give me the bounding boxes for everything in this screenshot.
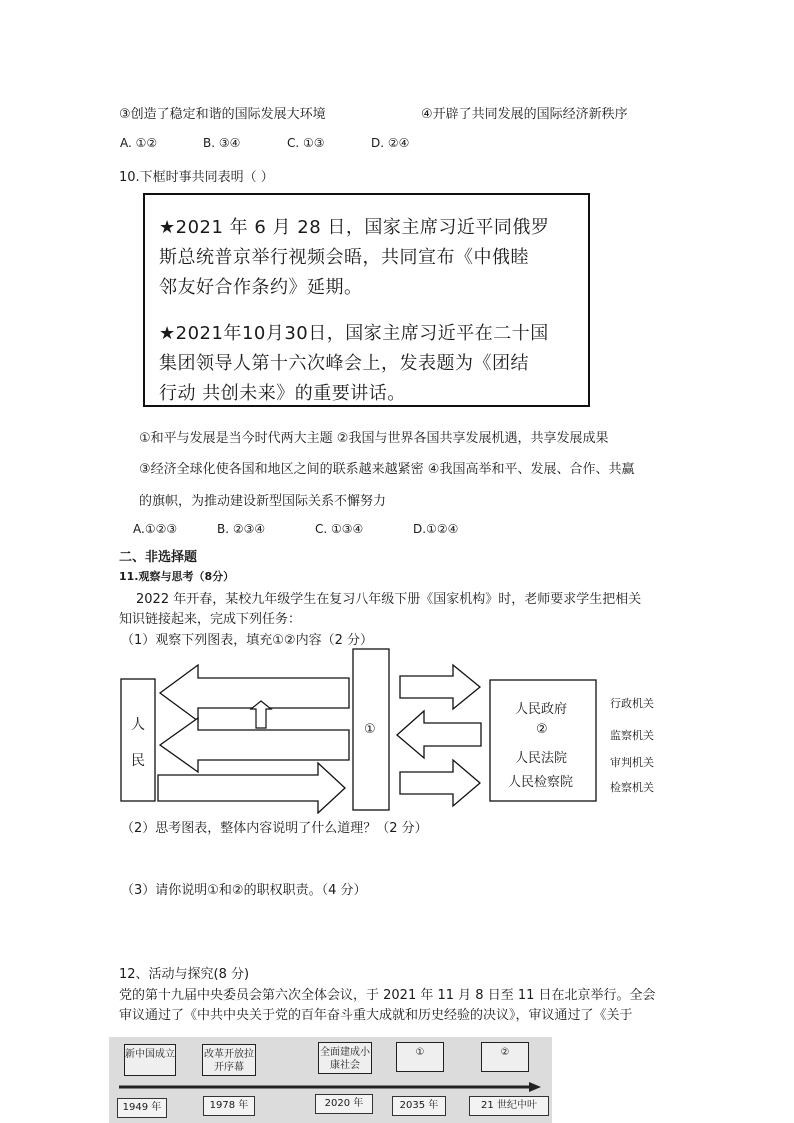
timeline-year: 1978 年 (203, 1096, 255, 1116)
timeline-year: 2020 年 (315, 1094, 373, 1114)
q10-box-line: 斯总统普京举行视频会晤，共同宣布《中俄睦 (159, 247, 529, 268)
timeline-axis (109, 1080, 552, 1094)
arrow-right-top (400, 665, 480, 709)
q11-intro-line: 2022 年开春，某校九年级学生在复习八年级下册《国家机构》时，老师要求学生把相关 (136, 592, 642, 607)
q11-task-2: （2）思考图表，整体内容说明了什么道理？（2 分） (121, 821, 428, 836)
center-label: ① (364, 722, 376, 737)
q10-choice-b: B. ②③④ (217, 522, 266, 536)
state-organs-diagram (118, 646, 678, 814)
q9-option-3: ③创造了稳定和谐的国际发展大环境 (119, 107, 326, 122)
q10-stem: 10.下框时事共同表明（ ） (119, 170, 274, 185)
q11-task-3: （3）请你说明①和②的职权职责。（4 分） (121, 883, 367, 898)
label-judicial: 审判机关 (610, 756, 654, 769)
timeline-year: 1949 年 (117, 1098, 167, 1118)
timeline-year: 2035 年 (392, 1096, 446, 1116)
timeline-event: 改革开放拉开序幕 (202, 1044, 256, 1076)
people-char-2: 民 (131, 753, 145, 769)
q11-task-1: （1）观察下列图表，填充①②内容（2 分） (121, 633, 373, 648)
q10-news-box (143, 193, 590, 407)
arrow-left-middle (160, 718, 349, 772)
q10-box-line: 集团领导人第十六次峰会上，发表题为《团结 (159, 353, 529, 374)
organ-blank-2: ② (536, 722, 548, 737)
timeline-event: ① (396, 1042, 444, 1072)
arrow-left-top (160, 665, 349, 721)
q9-choice-d: D. ②④ (371, 136, 410, 150)
history-timeline (109, 1037, 552, 1123)
timeline-year: 21 世纪中叶 (469, 1096, 549, 1116)
timeline-event: 全面建成小康社会 (318, 1042, 372, 1074)
label-administrative: 行政机关 (610, 697, 654, 710)
timeline-event: 新中国成立 (124, 1044, 176, 1076)
q10-option-line: ①和平与发展是当今时代两大主题 ②我国与世界各国共享发展机遇，共享发展成果 (139, 431, 609, 446)
q10-box-line: ★2021 年 6 月 28 日，国家主席习近平同俄罗 (159, 217, 550, 238)
q11-intro-line: 知识链接起来，完成下列任务： (119, 612, 302, 627)
q10-box-line: ★2021年10月30日，国家主席习近平在二十国 (159, 323, 549, 344)
label-supervisory: 监察机关 (610, 729, 654, 742)
q11-title: 11.观察与思考（8分） (119, 570, 235, 583)
people-char-1: 人 (131, 717, 145, 733)
q9-option-4: ④开辟了共同发展的国际经济新秩序 (421, 107, 628, 122)
label-procuratorial: 检察机关 (610, 781, 654, 794)
arrow-left-lower (397, 711, 481, 758)
arrow-right-lower (400, 760, 480, 806)
q10-option-line: 的旗帜，为推动建设新型国际关系不懈努力 (139, 494, 387, 509)
q9-choice-b: B. ③④ (203, 136, 241, 150)
timeline-event: ② (481, 1042, 529, 1072)
section-title: 二、非选择题 (119, 550, 198, 565)
people-box (121, 679, 155, 801)
q12-text-line: 审议通过了《中共中央关于党的百年奋斗重大成就和历史经验的决议》，审议通过了《关于 (119, 1008, 633, 1023)
q12-title: 12、活动与探究(8 分) (119, 967, 250, 982)
organ-government: 人民政府 (515, 702, 568, 717)
q9-choice-c: C. ①③ (287, 136, 325, 150)
arrow-right-bottom (158, 763, 345, 813)
q12-text-line: 党的第十九届中央委员会第六次全体会议，于 2021 年 11 月 8 日至 11 日在北京举行。全会 (119, 988, 656, 1003)
q10-choice-c: C. ①③④ (315, 522, 364, 536)
q10-choice-a: A.①②③ (133, 522, 178, 536)
q10-option-line: ③经济全球化使各国和地区之间的联系越来越紧密 ④我国高举和平、发展、合作、共赢 (139, 462, 635, 477)
q10-box-line: 邻友好合作条约》延期。 (159, 277, 363, 298)
organ-court: 人民法院 (515, 751, 568, 766)
q9-choice-a: A. ①② (120, 136, 158, 150)
q10-choice-d: D.①②④ (413, 522, 459, 536)
q10-box-line: 行动 共创未来》的重要讲话。 (159, 383, 406, 404)
organ-procuratorate: 人民检察院 (508, 775, 574, 790)
